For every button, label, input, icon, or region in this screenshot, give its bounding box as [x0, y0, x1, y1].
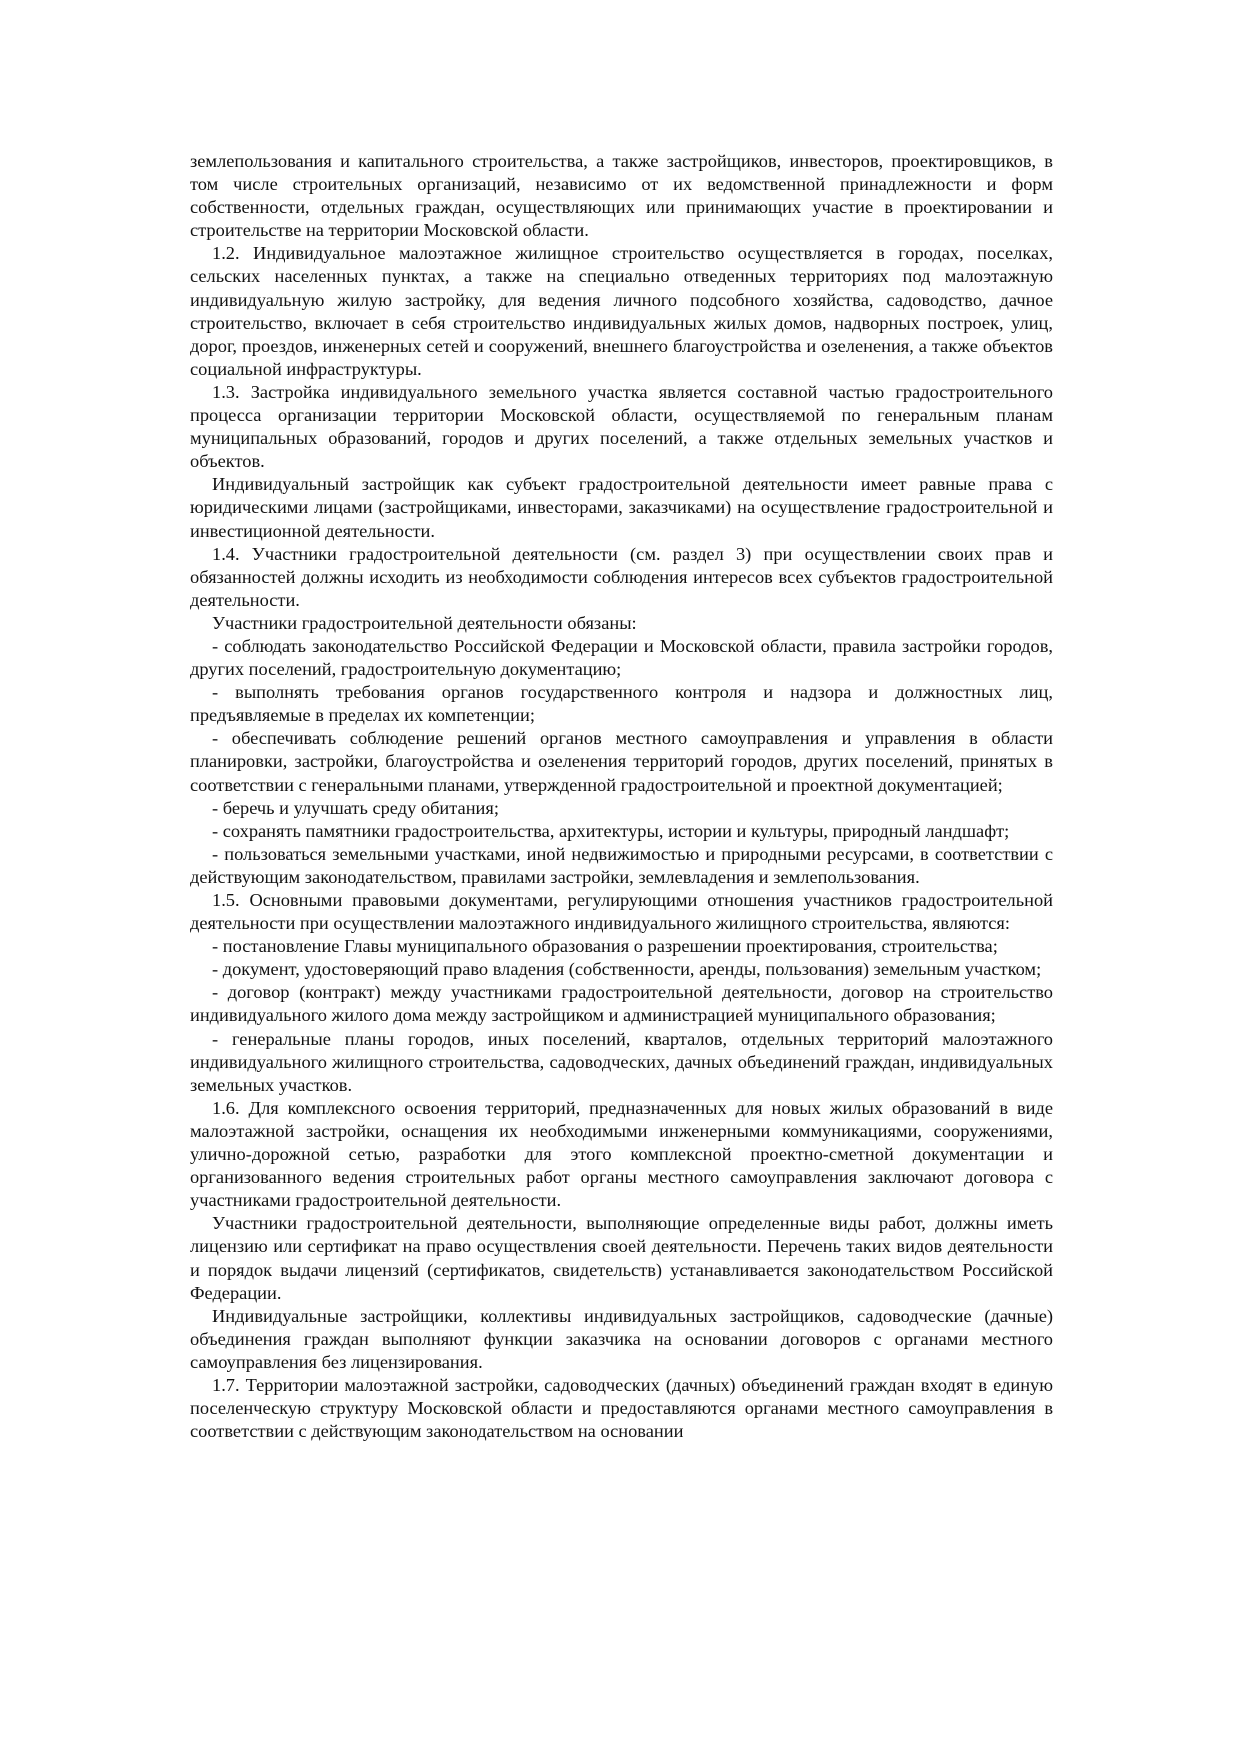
list-item-protect-environment: - беречь и улучшать среду обитания; [212, 797, 499, 818]
list-item-ownership-document: - документ, удостоверяющий право владения (собственности, аренды, пользования) земельным участком; [212, 959, 1042, 980]
paragraph-1-3: 1.3. Застройка индивидуального земельного участка является составной частью градостроительного процесса организации территории Московской области, осуществляемой по генеральным планам муниципальных образований, городов и других поселений, а также отдельных земельных участков и объектов. [190, 381, 1053, 472]
paragraph-1-7: 1.7. Территории малоэтажной застройки, садоводческих (дачных) объединений граждан входят в единую поселенческую структуру Московской области и предоставляются органами местного самоуправления в соответствии с действующим законодательством на основании [190, 1374, 1053, 1442]
paragraph-1-6: 1.6. Для комплексного освоения территорий, предназначенных для новых жилых образований в виде малоэтажной застройки, оснащения их необходимыми инженерными коммуникациями, сооружениями, улично-дорожной сетью, разработки для этого комплексной проектно-сметной документации и организованного ведения строительных работ органы местного самоуправления заключают договора с участниками градостроительной деятельности. [190, 1097, 1053, 1211]
list-item-comply-legislation: - соблюдать законодательство Российской Федерации и Московской области, правила застройки городов, других поселений, градостроительную документацию; [190, 635, 1053, 680]
paragraph-1-4: 1.4. Участники градостроительной деятельности (см. раздел 3) при осуществлении своих прав и обязанностей должны исходить из необходимости соблюдения интересов всех субъектов градостроительной деятельности. [190, 543, 1053, 610]
list-item-preserve-monuments: - сохранять памятники градостроительства, архитектуры, истории и культуры, природный ландшафт; [212, 820, 1010, 841]
paragraph-1-5: 1.5. Основными правовыми документами, регулирующими отношения участников градостроительной деятельности при осуществлении малоэтажного индивидуального жилищного строительства, являются: [190, 890, 1053, 934]
document-page [190, 150, 1053, 1443]
paragraph-intro-continuation: землепользования и капитального строительства, а также застройщиков, инвесторов, проектировщиков, в том числе строительных организаций, независимо от их ведомственной принадлежности и форм собственности, отдельных граждан, осуществляющих или принимающих участие в проектировании и строительстве на территории Московской области. [190, 151, 1053, 241]
list-item-resolution: - постановление Главы муниципального образования о разрешении проектирования, строительства; [212, 936, 998, 957]
paragraph-1-2: 1.2. Индивидуальное малоэтажное жилищное строительство осуществляется в городах, поселках, сельских населенных пунктах, а также на специально отведенных территориях под малоэтажную индивидуальную жилую застройку, для ведения личного подсобного хозяйства, садоводство, дачное строительство, включает в себя строительство индивидуальных жилых домов, надворных построек, улиц, дорог, проездов, инженерных сетей и сооружений, внешнего благоустройства и озеленения, а также объектов социальной инфраструктуры. [190, 243, 1053, 379]
list-item-general-plans: - генеральные планы городов, иных поселений, кварталов, отдельных территорий малоэтажного индивидуального жилищного строительства, садоводческих, дачных объединений граждан, индивидуальных земельных участков. [190, 1028, 1053, 1095]
paragraph-individual-developers-functions: Индивидуальные застройщики, коллективы индивидуальных застройщиков, садоводческие (дачные) объединения граждан выполняют функции заказчика на основании договоров с органами местного самоуправления без лицензирования. [190, 1305, 1053, 1372]
paragraph-individual-developer: Индивидуальный застройщик как субъект градостроительной деятельности имеет равные права с юридическими лицами (застройщиками, инвесторами, заказчиками) на осуществление градостроительной и инвестиционной деятельности. [190, 474, 1053, 541]
list-item-contract: - договор (контракт) между участниками градостроительной деятельности, договор на строительство индивидуального жилого дома между застройщиком и администрацией муниципального образования; [190, 982, 1053, 1026]
list-item-ensure-decisions: - обеспечивать соблюдение решений органов местного самоуправления и управления в области планировки, застройки, благоустройства и озеленения территорий городов, других поселений, принятых в соответствии с генеральными планами, утвержденной градостроительной и проектной документацией; [190, 728, 1053, 795]
paragraph-licensing: Участники градостроительной деятельности, выполняющие определенные виды работ, должны иметь лицензию или сертификат на право осуществления своей деятельности. Перечень таких видов деятельности и порядок выдачи лицензий (сертификатов, свидетельств) устанавливается законодательством Российской Федерации. [190, 1213, 1053, 1303]
paragraph-participants-obliged: Участники градостроительной деятельности обязаны: [212, 612, 637, 633]
list-item-fulfill-requirements: - выполнять требования органов государственного контроля и надзора и должностных лиц, предъявляемые в пределах их компетенции; [190, 682, 1053, 726]
list-item-use-land: - пользоваться земельными участками, иной недвижимостью и природными ресурсами, в соответствии с действующим законодательством, правилами застройки, землевладения и землепользования. [190, 843, 1053, 887]
